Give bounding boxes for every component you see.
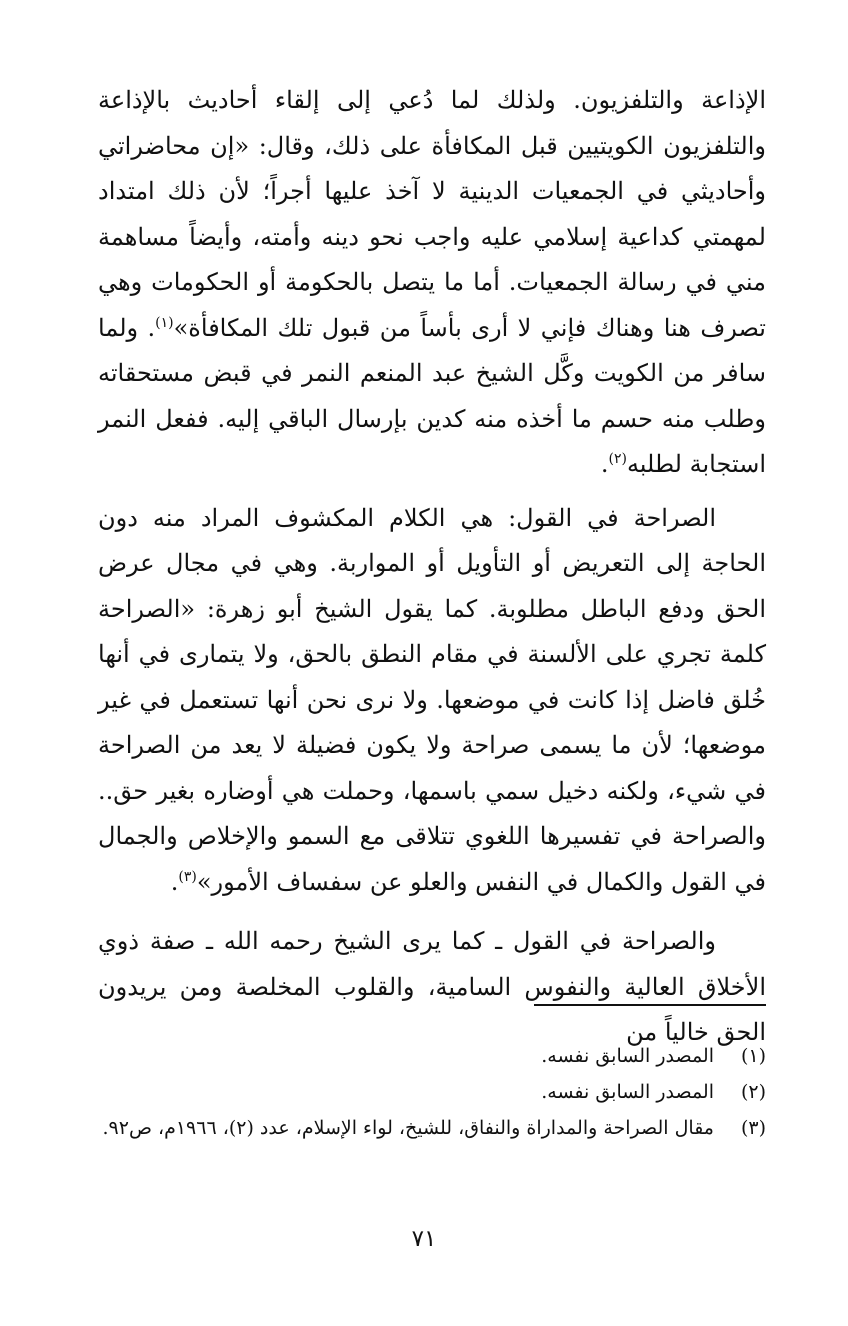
- body-paragraph: [98, 78, 766, 488]
- paragraph-text-end: .: [170, 867, 179, 896]
- paragraph-text: الصراحة في القول: هي الكلام المكشوف المراد منه دون الحاجة إلى التعريض أو التأويل أو المواربة. وهي في مجال عرض الحق ودفع الباطل مطلوبة. كما يقول الشيخ أبو زهرة: «الصراحة كلمة تجري على الألسنة في مقام النطق بالحق، ولا يتمارى في أنها خُلق فاضل إذا كانت في موضعها. ولا نرى نحن أنها تستعمل في غير موضعها؛ لأن ما يسمى صراحة ولا يكون فضيلة لا يعد من الصراحة في شيء، ولكنه دخيل سمي باسمها، وحملت هي أوضاره بغير حق.. والصراحة في تفسيرها اللغوي تتلاقى مع السمو والإخلاص والجمال في القول والكمال في النفس والعلو عن سفساف الأمور»: [98, 503, 766, 896]
- footnote-ref-2: (٢): [608, 451, 627, 467]
- footnote-item: [98, 1110, 766, 1146]
- footnote-ref-1: (١): [155, 314, 174, 331]
- footnote-text: المصدر السابق نفسه.: [541, 1045, 714, 1067]
- footnote-number: (٢): [740, 1081, 766, 1103]
- footnote-text: مقال الصراحة والمداراة والنفاق، للشيخ، لواء الإسلام، عدد (٢)، ١٩٦٦م، ص٩٢.: [102, 1117, 714, 1139]
- page-content: [98, 78, 766, 1139]
- paragraph-text: الإذاعة والتلفزيون. ولذلك لما دُعي إلى إلقاء أحاديث بالإذاعة والتلفزيون الكويتيين قبل المكافأة على ذلك، وقال: «إن محاضراتي وأحاديثي في الجمعيات الدينية لا آخذ عليها أجراً؛ لأن ذلك امتداد لمهمتي كداعية إسلامي عليه واجب نحو دينه وأمته، وأيضاً مساهمة مني في رسالة الجمعيات. أما ما يتصل بالحكومة أو الحكومات وهي تصرف هنا وهناك فإني لا أرى بأساً من قبول تلك المكافأة»: [98, 86, 766, 342]
- footnote-ref-3: (٣): [178, 868, 197, 885]
- body-paragraph: [98, 496, 766, 906]
- footnote-divider: [534, 1004, 766, 1006]
- footnotes-list: [98, 1038, 766, 1146]
- footnote-item: [98, 1038, 766, 1074]
- body-paragraph: [98, 919, 766, 1056]
- footnote-number: (٣): [740, 1117, 766, 1139]
- footnote-number: (١): [740, 1045, 766, 1067]
- paragraph-text-end: .: [600, 450, 609, 478]
- footnote-text: المصدر السابق نفسه.: [541, 1081, 714, 1103]
- footnote-item: [98, 1074, 766, 1110]
- page-number: ٧١: [411, 1226, 437, 1252]
- paragraph-text-continued: . ولما سافر من الكويت وكَّل الشيخ عبد المنعم النمر في قبض مستحقاته وطلب منه حسم ما أخذه منه كدين بإرسال الباقي إليه. ففعل النمر استجابة لطلبه: [98, 313, 766, 478]
- paragraph-text: والصراحة في القول ـ كما يرى الشيخ رحمه الله ـ صفة ذوي الأخلاق العالية والنفوس السامية، والقلوب المخلصة ومن يريدون الحق خالياً من: [98, 927, 766, 1046]
